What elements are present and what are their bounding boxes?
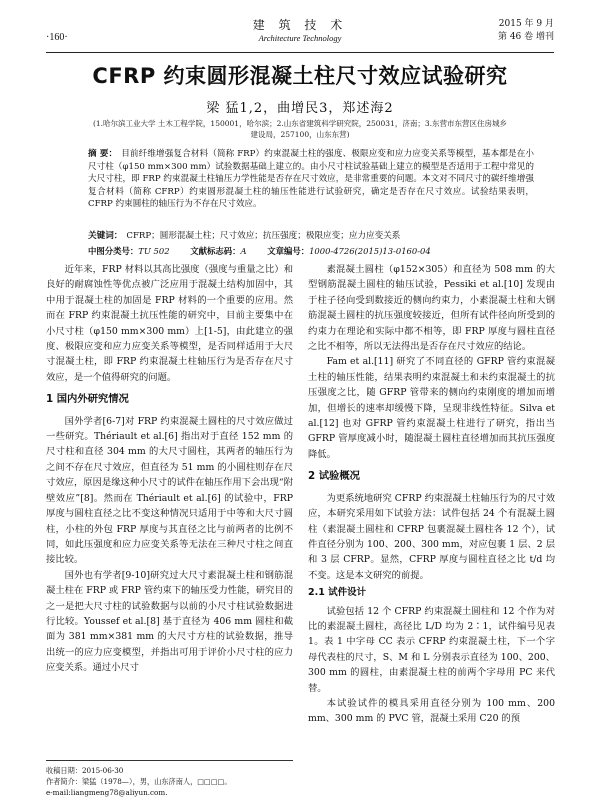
author-list: 梁 猛1,2，曲增民3，郑述海2	[206, 101, 394, 116]
keywords-text: CFRP；圆形混凝土柱；尺寸效应；抗压强度；极限应变；应力应变关系	[126, 231, 401, 241]
paragraph-review-2: 国外也有学者[9-10]研究过大尺寸素混凝土柱和钢筋混凝土柱在 FRP 或 FRP 管约束下的轴压受力性能，研究目的之一是把大尺寸柱的试验数据与以前的小尺寸柱试验数据进行比较。Youssef et al.[8] 基于直径为 406 mm 圆柱和截面为 381 mm×381 mm 的大尺寸方柱的试验数据，推导出统一的应力应变模型，并指出可用于评价小尺寸柱的应力应变关系。通过小尺寸	[46, 569, 293, 674]
paragraph-review-1: 国外学者[6-7]对 FRP 约束混凝土圆柱的尺寸效应做过一些研究。Thériault et al.[6] 指出对于直径 152 mm 的尺寸柱和直径 304 mm 的大尺寸圆柱，其两者的轴压行为之间不存在尺寸效应，但直径为 51 mm 的小圆柱则存在尺寸效应，原因是缘这种小尺寸的试件在轴压作用下会出现“附壁效应”[8]。然而在 Thériault et al.[6] 的试验中，FRP 厚度与圆柱直径之比不变这种情况只适用于中等和大尺寸圆柱，小柱的外包 FRP 厚度与其直径之比与前两者的比例不同，如此压强度和应力应变关系等无法在三种尺寸柱之间直接比较。	[46, 415, 293, 566]
clc-number	[88, 246, 170, 256]
document-code-value: A	[240, 246, 247, 256]
abstract	[88, 148, 534, 211]
volume-info: 第 46 卷 增刊	[497, 32, 554, 42]
journal-name	[46, 16, 554, 43]
paragraph-specimen-molds: 本试验试件的模具采用直径分别为 100 mm、200 mm、300 mm 的 PVC 管，混凝土采用 C20 的预	[308, 697, 555, 725]
paragraph-review-4: Fam et al.[11] 研究了不同直径的 GFRP 管约束混凝土柱的轴压性能，结果表明约束混凝土和未约束混凝土的抗压强度之比，随 GFRP 管带来的侧向约束刚度的增加而增加，但增长的速率却缓慢下降，呈现非线性特征。Silva et al.[12] 也对 GFRP 管约束混凝土柱进行了研究，指出当 GFRP 管厚度减小时，随混凝土圆柱直径增加而其抗压强度降低。	[308, 356, 555, 460]
document-code	[190, 246, 246, 256]
keywords-label: 关键词：	[88, 231, 123, 241]
issue-info	[498, 18, 554, 44]
body-column-right	[308, 262, 555, 727]
author-email: e-mail:liangmeng78@aliyun.com.	[46, 788, 168, 797]
paragraph-intro: 近年来，FRP 材料以其高比强度（强度与重量之比）和良好的耐腐蚀性等优点被广泛应用于混凝土结构加固中，其中用于混凝土柱的加固是 FRP 材料的一个重要的应用。然而在 FRP 约束混凝土抗压性能的研究中，目前主要集中在小尺寸柱（φ150 mm×300 mm）上[1-5]，由此建立的强度、极限应变和应力应变关系等模型，是否同样适用于大尺寸混凝土柱，即 FRP 约束混凝土柱轴压行为是否存在尺寸效应，是一个值得研究的问题。	[46, 264, 293, 383]
journal-name-en: Architecture Technology	[258, 33, 342, 43]
keywords	[88, 230, 534, 242]
classification-line	[88, 245, 534, 257]
page-number: ·160·	[46, 32, 68, 43]
abstract-text: 目前纤维增强复合材料（简称 FRP）约束混凝土柱的强度、极限应变和应力应变关系等模型，基本都是在小尺寸柱（φ150 mm×300 mm）试验数据基础上建立的。由小尺寸柱试验基础上建立的模型是否适用于工程中常见的大尺寸柱，即 FRP 约束混凝土柱轴压力学性能是否存在尺寸效应，是非常重要的问题。本文对不同尺寸的碳纤维增强复合材料（简称 CFRP）约束圆形混凝土柱的轴压性能进行试验研究，确定是否存在尺寸效应。试验结果表明，CFRP 约束圆柱的轴压行为不存在尺寸效应。	[88, 149, 534, 210]
section-1-heading: 1 国内外研究情况	[46, 393, 129, 406]
affiliations: (1.哈尔滨工业大学 土木工程学院，150001，哈尔滨；2.山东省建筑科学研究院，250031，济南；3.东营市东营区住房城乡建设局，257100，山东东营)	[92, 119, 508, 139]
body-column-left	[46, 262, 293, 676]
article-number-value: 1000-4726(2015)13-0160-04	[309, 246, 431, 256]
author-bio: 作者简介：梁猛（1978—），男，山东济南人，□□□□。	[46, 777, 232, 786]
section-2-1-heading: 2.1 试件设计	[308, 587, 367, 599]
paragraph-test-overview: 为更系统地研究 CFRP 约束混凝土柱轴压行为的尺寸效应，本研究采用如下试验方法：试件包括 24 个有混凝土圆柱（素混凝土圆柱和 CFRP 包裹混凝土圆柱各 12 个），试件直径分别为 100、200、300 mm，对应包裹 1 层、2 层和 3 层 CFRP。显然，CFRP 厚度与圆柱直径之比 t/d 均不变。这是本文研究的前提。	[308, 492, 555, 581]
article-number-label: 文章编号：	[267, 246, 310, 256]
document-code-label: 文献标志码：	[190, 246, 241, 256]
running-header	[46, 14, 554, 53]
paragraph-specimen-design: 试验包括 12 个 CFRP 约束混凝土圆柱和 12 个作为对比的素混凝土圆柱，高径比 L/D 均为 2∶1，试件编号见表 1。表 1 中字母 CC 表示 CFRP 约束混凝土柱，下一个字母代表柱的尺寸，S、M 和 L 分别表示直径为 100、200、300 mm 的圆柱，由素混凝土柱的前两个字母用 PC 来代替。	[308, 605, 555, 694]
clc-value: TU 502	[138, 246, 170, 256]
journal-name-cn: 建 筑 技 术	[252, 18, 348, 32]
footnote	[46, 760, 293, 798]
paper-title: CFRP 约束圆形混凝土柱尺寸效应试验研究	[92, 64, 508, 88]
section-2-heading: 2 试验概况	[308, 470, 360, 483]
paragraph-review-3: 素混凝土圆柱（φ152×305）和直径为 508 mm 的大型钢筋混凝土圆柱的轴压试验，Pessiki et al.[10] 发现由于柱子径向受到数接近的侧向约束力，小素混凝土柱和大钢筋混凝土圆柱的抗压强度较接近，但所有试件径向所受到的约束力在理论和实际中都不相等，即 FRP 厚度与圆柱直径之比不相等，所以无法得出是否存在尺寸效应的结论。	[308, 264, 555, 353]
abstract-label: 摘 要：	[88, 149, 118, 159]
issue-date: 2015 年 9 月	[498, 19, 554, 29]
received-date: 收稿日期：2015-06-30	[46, 766, 124, 775]
article-number	[267, 246, 430, 256]
clc-label: 中图分类号：	[88, 246, 139, 256]
